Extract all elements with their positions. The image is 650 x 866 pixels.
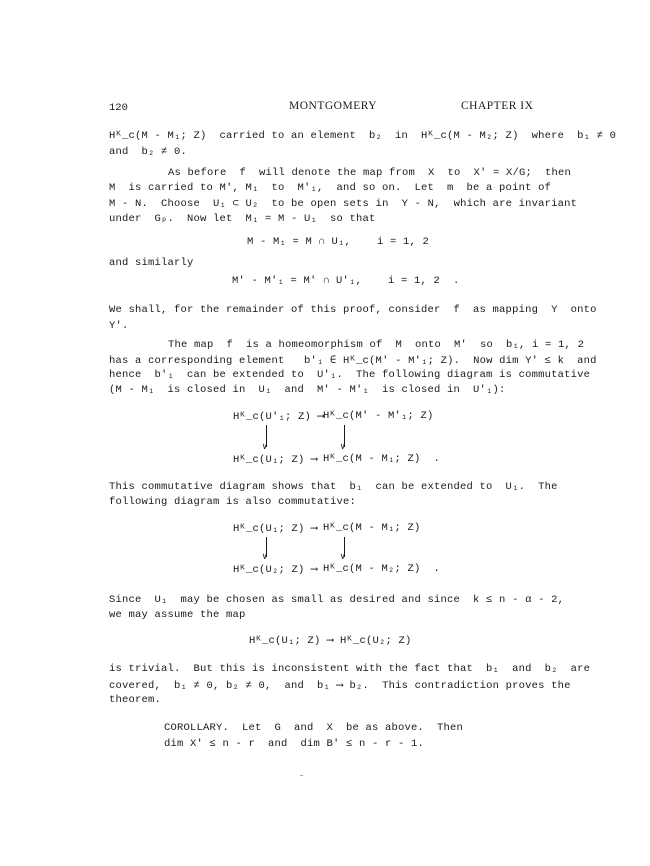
diagram-top-right: Hᴷ_c(M - M₁; Z) xyxy=(323,522,421,534)
text-line: We shall, for the remainder of this proof, consider f as mapping Y onto xyxy=(109,304,597,316)
text-line: Hᴷ_c(M - M₁; Z) carried to an element b₂ in Hᴷ_c(M - M₂; Z) where b₁ ≠ 0 xyxy=(109,130,617,142)
text-line: covered, b₁ ≠ 0, b₂ ≠ 0, and b₁ ⟶ b₂. This contradiction proves the xyxy=(109,680,571,692)
equation: M' - M'₁ = M' ∩ U'₁, i = 1, 2 . xyxy=(232,275,460,287)
trivial-map: Hᴷ_c(U₁; Z) ⟶ Hᴷ_c(U₂; Z) xyxy=(249,635,412,647)
diagram-bottom-right: Hᴷ_c(M - M₁; Z) . xyxy=(323,453,441,465)
corollary-line: COROLLARY. Let G and X be as above. Then xyxy=(164,722,464,734)
text-line: hence b'₁ can be extended to U'₁. The following diagram is commutative xyxy=(109,369,591,381)
text-line: Y'. xyxy=(109,320,129,332)
text-line: under Gₚ. Now let M₁ = M - U₁ so that xyxy=(109,213,376,225)
down-arrowhead-icon: ∨ xyxy=(262,552,268,562)
diagram-top-right: Hᴷ_c(M' - M'₁; Z) xyxy=(323,410,434,422)
text-line: Since U₁ may be chosen as small as desired and since k ≤ n - α - 2, xyxy=(109,594,565,606)
equation: M - M₁ = M ∩ U₁, i = 1, 2 xyxy=(247,236,430,248)
text-line: This commutative diagram shows that b₁ can be extended to U₁. The xyxy=(109,481,558,493)
text-line: (M - M₁ is closed in U₁ and M' - M'₁ is closed in U'₁): xyxy=(109,384,506,396)
diagram-top-left: Hᴷ_c(U'₁; Z) ⟶ xyxy=(233,411,325,423)
text-line: theorem. xyxy=(109,694,162,706)
running-title: MONTGOMERY xyxy=(289,100,378,112)
text-line: we may assume the map xyxy=(109,609,246,621)
diagram-top-left: Hᴷ_c(U₁; Z) ⟶ xyxy=(233,523,318,535)
text-line: has a corresponding element b'₁ ∈ Hᴷ_c(M' - M'₁; Z). Now dim Y' ≤ k and xyxy=(109,355,597,367)
page-number: 120 xyxy=(109,102,128,114)
down-arrowhead-icon: ∨ xyxy=(340,552,346,562)
text-line: is trivial. But this is inconsistent with the fact that b₁ and b₂ are xyxy=(109,663,591,675)
corollary-line: dim X' ≤ n - r and dim B' ≤ n - r - 1. xyxy=(164,738,425,750)
text-line: As before f will denote the map from X to X' = X/G; then xyxy=(168,167,572,179)
text-line: The map f is a homeomorphism of M onto M' so b₁, i = 1, 2 xyxy=(168,339,585,351)
scan-speck xyxy=(300,775,303,776)
text-line: M - N. Choose U₁ ⊂ U₂ to be open sets in Y - N, which are invariant xyxy=(109,198,578,210)
down-arrowhead-icon: ∨ xyxy=(340,442,346,452)
text-line: following diagram is also commutative: xyxy=(109,496,357,508)
text-line: M is carried to M', M₁ to M'₁, and so on. Let m be a point of xyxy=(109,182,552,194)
diagram-bottom-right: Hᴷ_c(M - M₂; Z) . xyxy=(323,563,441,575)
diagram-bottom-left: Hᴷ_c(U₁; Z) ⟶ xyxy=(233,454,318,466)
text-line: and b₂ ≠ 0. xyxy=(109,146,188,158)
chapter-label: CHAPTER IX xyxy=(461,100,534,112)
diagram-bottom-left: Hᴷ_c(U₂; Z) ⟶ xyxy=(233,564,318,576)
down-arrowhead-icon: ∨ xyxy=(262,442,268,452)
text-line: and similarly xyxy=(109,257,194,269)
